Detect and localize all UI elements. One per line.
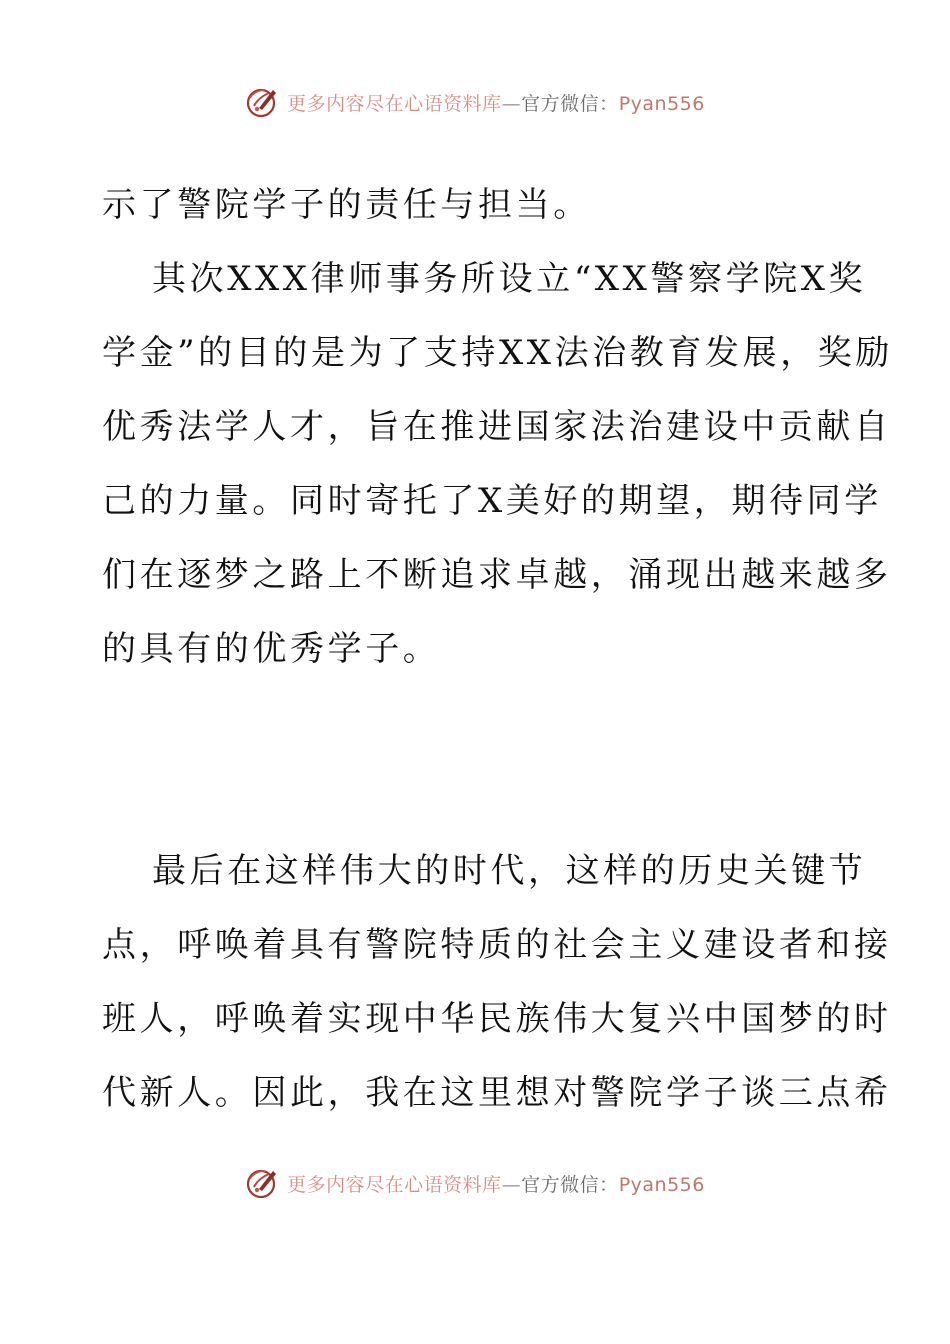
text-line: 们在逐梦之路上不断追求卓越，涌现出越来越多	[102, 555, 892, 595]
text-line: 学金”的目的是为了支持XX法治教育发展，奖励	[102, 333, 893, 373]
text-line: 示了警院学子的责任与担当。	[102, 185, 591, 225]
header-banner-main: 更多内容尽在心语资料库	[287, 92, 502, 115]
header-banner-wechat-label: 官方微信：	[521, 92, 619, 115]
text-line: 的具有的优秀学子。	[102, 629, 441, 669]
text-line: 代新人。因此，我在这里想对警院学子谈三点希	[102, 1073, 892, 1113]
text-line: 最后在这样伟大的时代，这样的历史关键节	[152, 851, 867, 891]
header-banner-text	[287, 89, 705, 116]
footer-banner-wechat-label: 官方微信：	[521, 1173, 619, 1196]
header-banner-wechat-id: Pyan556	[618, 92, 705, 115]
text-line: 优秀法学人才，旨在推进国家法治建设中贡献自	[102, 407, 892, 447]
paragraph-2	[102, 242, 893, 686]
paragraph-spacer	[102, 686, 852, 834]
text-line: 其次XXX律师事务所设立“XX警察学院X奖	[152, 259, 867, 299]
paragraph-1	[102, 168, 852, 242]
text-line: 点，呼唤着具有警院特质的社会主义建设者和接	[102, 925, 892, 965]
footer-banner	[0, 1163, 950, 1203]
pen-circle-logo-icon	[245, 1165, 281, 1201]
header-banner-separator: —	[501, 92, 522, 115]
footer-banner-separator: —	[501, 1173, 522, 1196]
document-body	[102, 168, 893, 1130]
pen-circle-logo-icon	[245, 84, 281, 120]
paragraph-3	[102, 834, 892, 1130]
footer-banner-main: 更多内容尽在心语资料库	[287, 1173, 502, 1196]
header-banner	[0, 82, 950, 122]
footer-banner-wechat-id: Pyan556	[618, 1173, 705, 1196]
footer-banner-text	[287, 1170, 705, 1197]
text-line: 班人，呼唤着实现中华民族伟大复兴中国梦的时	[102, 999, 892, 1039]
text-line: 己的力量。同时寄托了X美好的期望，期待同学	[102, 481, 882, 521]
